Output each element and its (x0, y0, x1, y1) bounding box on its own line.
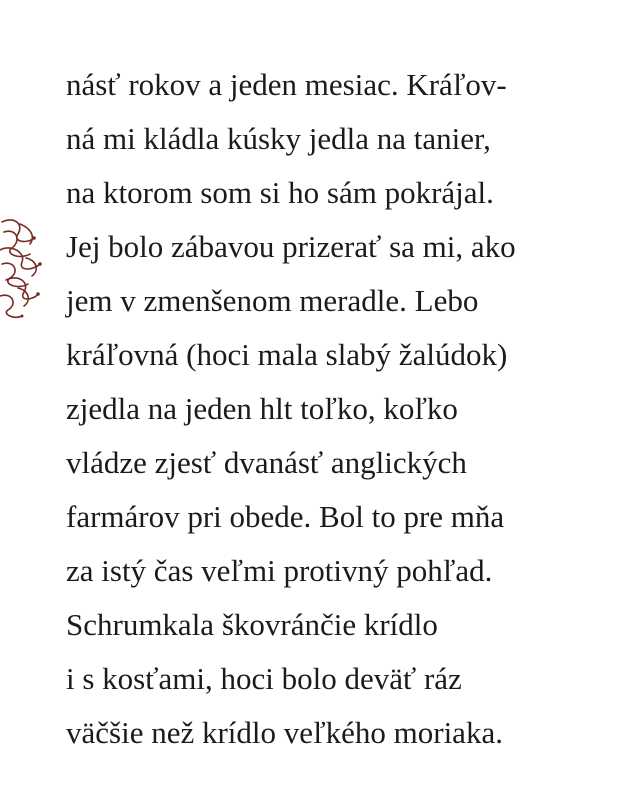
text-line: kráľovná (hoci mala slabý žalúdok) (66, 337, 508, 372)
text-line: i s kosťami, hoci bolo deväť ráz (66, 661, 462, 696)
text-line: ná mi kládla kúsky jedla na tanier, (66, 121, 491, 156)
decorative-flourish-icon (0, 214, 44, 324)
text-line: väčšie než krídlo veľkého moriaka. (66, 715, 503, 750)
text-line: Jej bolo zábavou prizerať sa mi, ako (66, 229, 516, 264)
text-line: za istý čas veľmi protivný pohľad. (66, 553, 493, 588)
text-line: jem v zmenšenom meradle. Lebo (66, 283, 479, 318)
text-line: násť rokov a jeden mesiac. Kráľov- (66, 67, 507, 102)
text-line: vládze zjesť dvanásť anglických (66, 445, 467, 480)
text-line: zjedla na jeden hlt toľko, koľko (66, 391, 458, 426)
text-line: na ktorom som si ho sám pokrájal. (66, 175, 494, 210)
body-text (66, 58, 626, 760)
text-line: farmárov pri obede. Bol to pre mňa (66, 499, 505, 534)
text-line: Schrumkala škovránčie krídlo (66, 607, 438, 642)
